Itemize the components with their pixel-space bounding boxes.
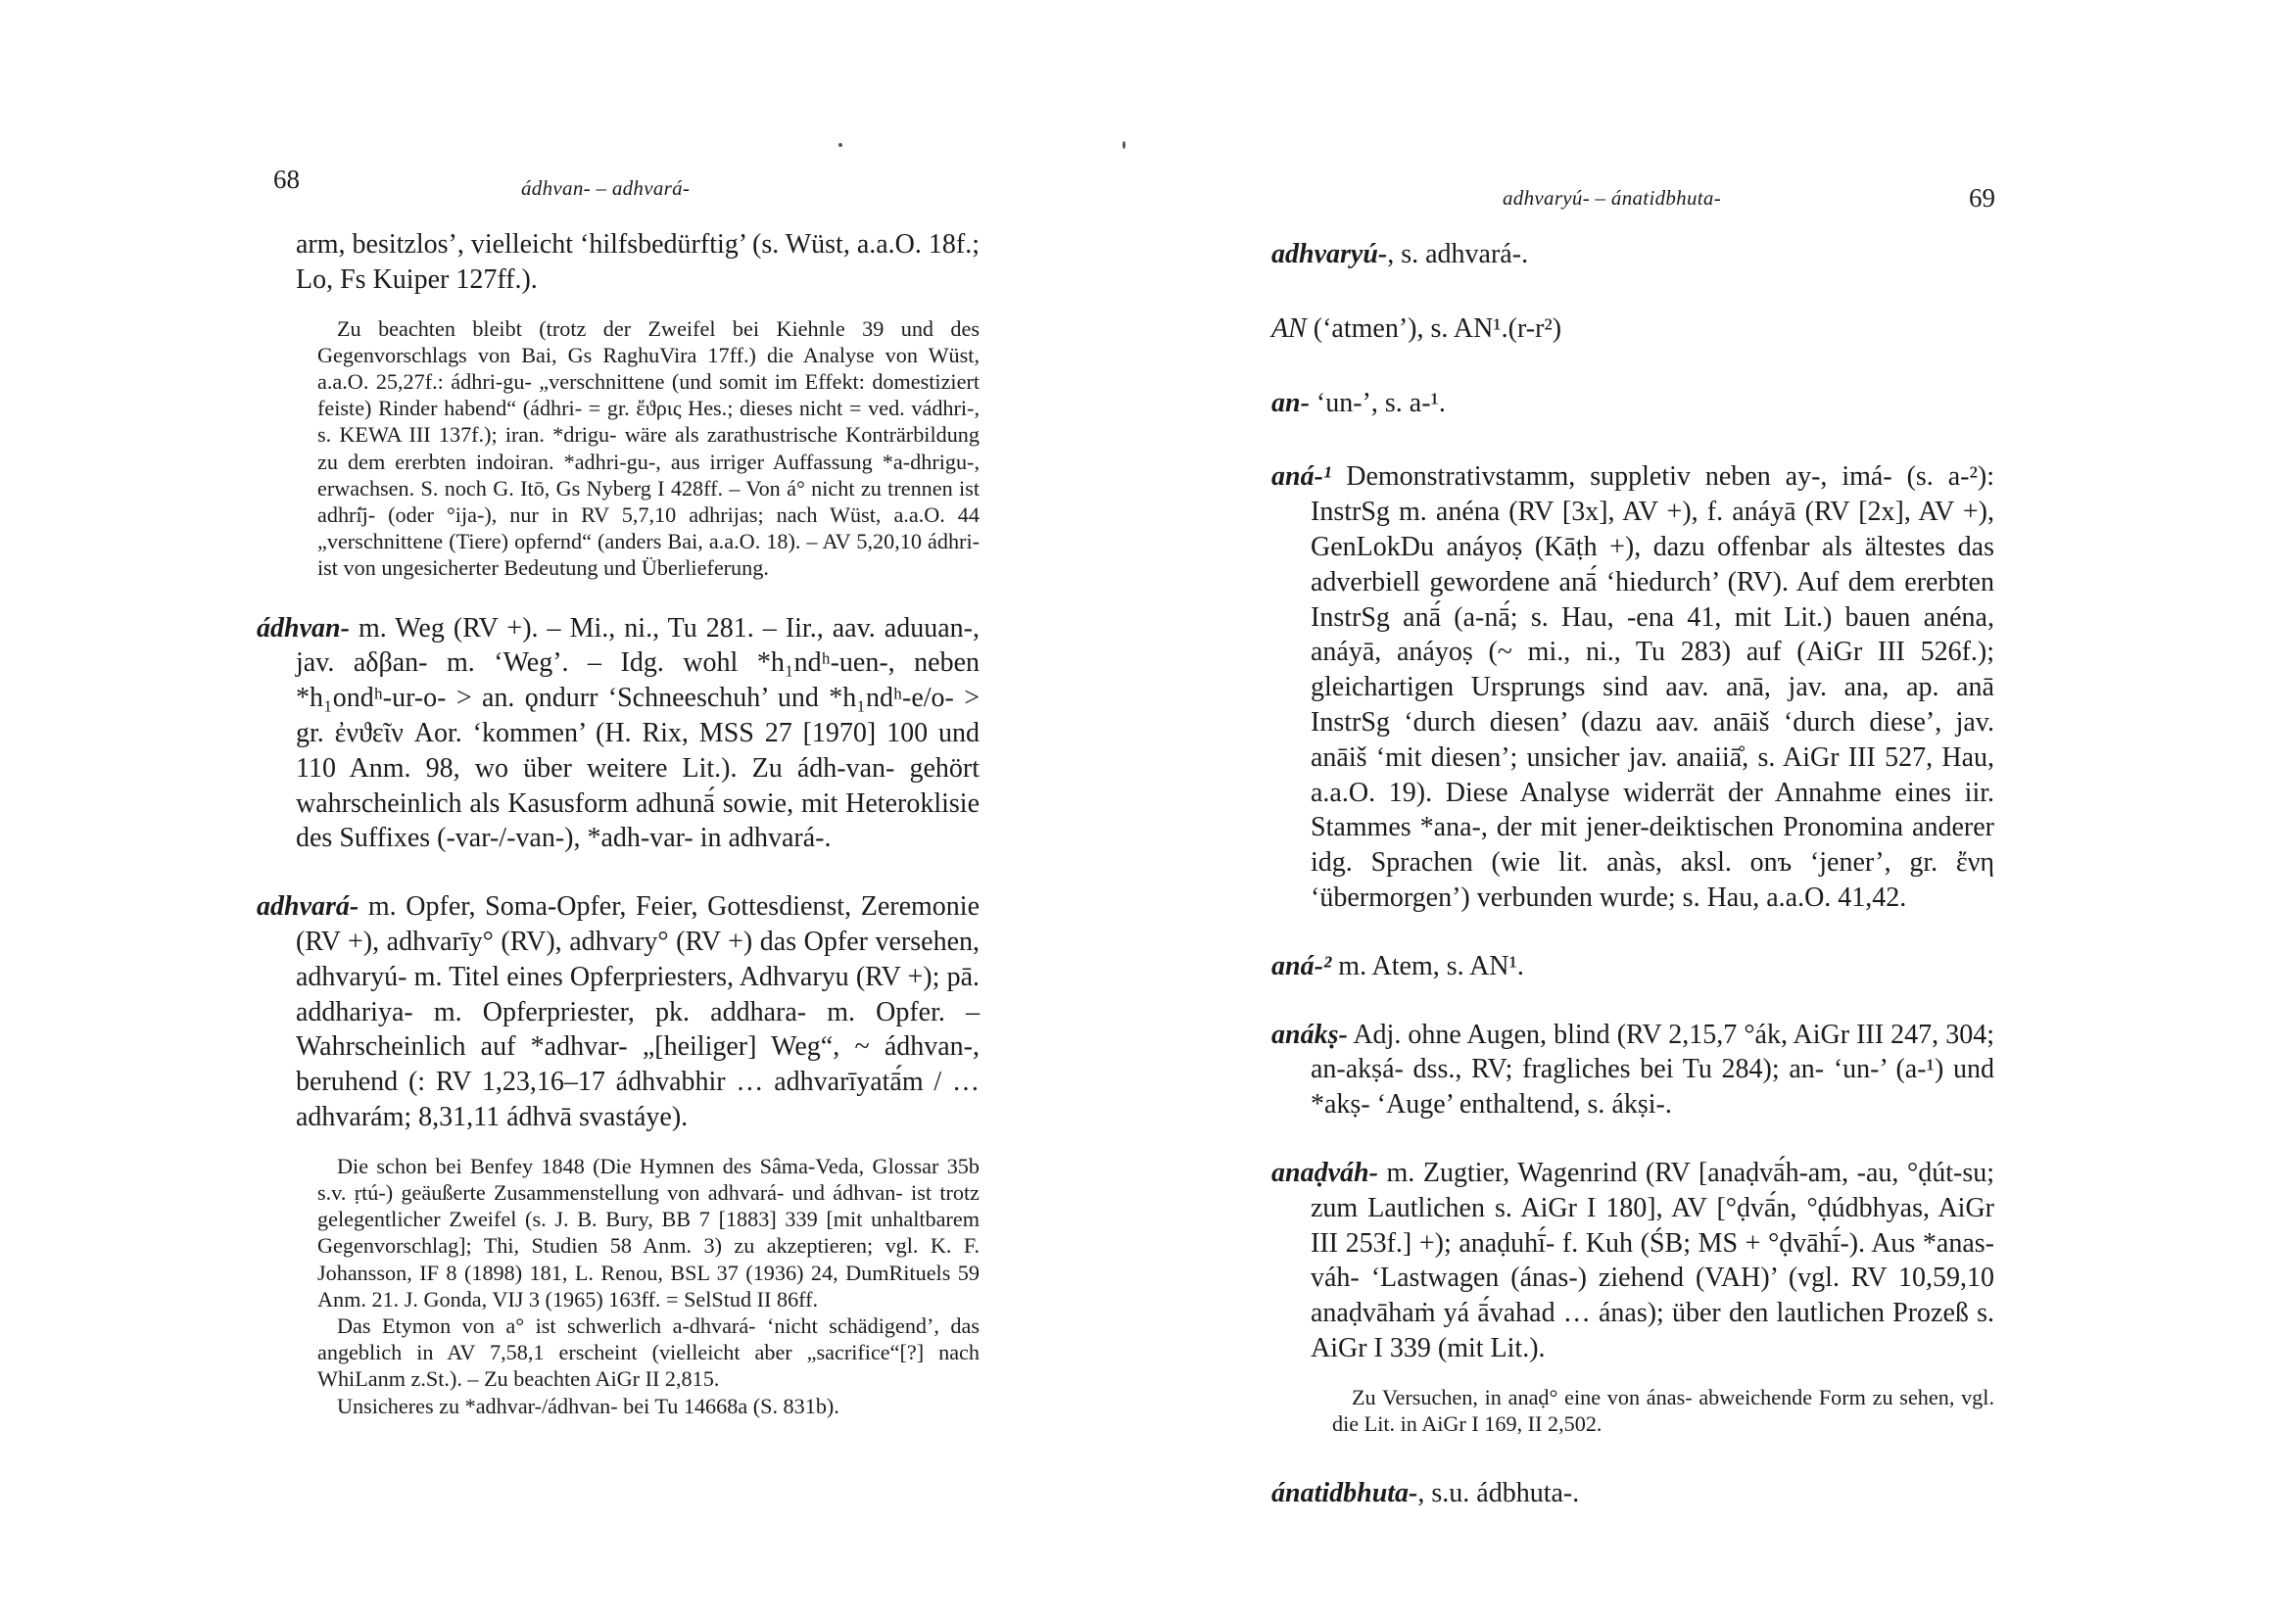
entry-text: , s. adhvará-. bbox=[1387, 239, 1529, 269]
entry-text: m. Opfer, Soma-Opfer, Feier, Gottesdienst, Zeremonie (RV +), adhvarīy° (RV), adhvary° (RV +) das Opfer versehen, adhvaryú- m. Titel eines Opferpriesters, Adhvaryu (RV +); pā. addhariya- m. Opferpriester, pk. addhara- m. Opfer. – Wahrscheinlich auf *adhvar- „[heiliger] Weg“, ~ ádhvan-, beruhend (: RV 1,23,16–17 ádhvabhir … adhvarīyatā́m / … adhvarám; 8,31,11 ádhvā svastáye). bbox=[296, 891, 980, 1132]
note-paragraph: Zu Versuchen, in anaḍ° eine von ánas- abweichende Form zu sehen, vgl. die Lit. in AiGr I 169, II 2,502. bbox=[1332, 1384, 1994, 1436]
entry-adhvaryu bbox=[1271, 237, 1994, 272]
entry-an-prefix bbox=[1271, 386, 1994, 421]
entry-ana-1 bbox=[1271, 459, 1994, 915]
headword: adhvará- bbox=[257, 891, 359, 923]
entry-anatidbhuta bbox=[1271, 1476, 1994, 1511]
scan-speck bbox=[1123, 141, 1125, 149]
entry-text: m. Weg (RV +). – Mi., ni., Tu 281. – Iir., aav. aduuan-, jav. aδβan- m. ‘Weg’. – Idg. wohl *h₁ndʰ-uen-, neben *h₁ondʰ-ur-o- > an. ǫndurr ‘Schneeschuh’ und *h₁ndʰ-e/o- > gr. ἐνϑεῖν Aor. ‘kommen’ (H. Rix, MSS 27 [1970] 100 und 110 Anm. 98, wo über weitere Lit.). Zu ádh-van- gehört wahrscheinlich als Kasusform adhunā́ sowie, mit Heteroklisie des Suffixes (-var-/-van-), *adh-var- in adhvará-. bbox=[296, 612, 980, 854]
entry-text: m. Zugtier, Wagenrind (RV [anaḍvā́h-am, -au, °ḍút-su; zum Lautlichen s. AiGr I 180], AV [°ḍvā́n, °ḍúdbhyas, AiGr III 253f.] +); anaḍuhī́- f. Kuh (ŚB; MS + °ḍvāhī́-). Aus *anas-váh- ‘Lastwagen (ánas-) ziehend (VAH)’ (vgl. RV 10,59,10 anaḍvāhaṁ yá ā́vahad … ánas); über den lautlichen Prozeß s. AiGr I 339 (mit Lit.). bbox=[1311, 1157, 1994, 1363]
page-number-left: 68 bbox=[273, 165, 300, 194]
entry-text: m. Atem, s. AN¹. bbox=[1331, 950, 1524, 981]
entry-text: , s.u. ádbhuta-. bbox=[1417, 1478, 1580, 1509]
entry-text: ‘un-’, s. a-¹. bbox=[1309, 387, 1446, 418]
running-head-left: ádhvan- – adhvará- bbox=[521, 176, 691, 200]
entry-ana-2 bbox=[1271, 949, 1994, 984]
entry-text: Demonstrativstamm, suppletiv neben ay-, imá- (s. a-²): InstrSg m. anéna (RV [3x], AV +), f. anáyā (RV [2x], AV +), GenLokDu anáyoṣ (Kāṭh +), dazu offenbar als ältestes das adverbiell gewordene anā́ ‘hiedurch’ (RV). Auf dem ererbten InstrSg anā́ (a-nā́; s. Hau, -ena 41, mit Lit.) bauen anéna, anáyā, anáyoṣ (~ mi., ni., Tu 283) auf (AiGr III 526f.); gleichartigen Ursprungs sind aav. anā, jav. ana, ap. anā InstrSg ‘durch diesen’ (dazu aav. anāiš ‘durch diese’, jav. anāiš ‘mit diesen’; unsicher jav. anaiiā̊, s. AiGr III 527, Hau, a.a.O. 19). Diese Analyse widerrät der Annahme eines iir. Stammes *ana-, der mit jener-deiktischen Pronomina anderer idg. Sprachen (wie lit. anàs, aksl. onъ ‘jener’, gr. ἔνη ‘übermorgen’) verbunden wurde; s. Hau, a.a.O. 41,42. bbox=[1311, 461, 1994, 913]
right-column bbox=[1271, 237, 1994, 1511]
headword: adhvaryú- bbox=[1271, 239, 1388, 269]
headword: anaḍváh- bbox=[1271, 1157, 1378, 1188]
entry-adhvan bbox=[257, 611, 980, 857]
entry-anaks bbox=[1271, 1018, 1994, 1122]
note-paragraph: Unsicheres zu *adhvar-/ádhvan- bei Tu 14668a (S. 831b). bbox=[337, 1393, 839, 1418]
scan-speck bbox=[838, 143, 842, 147]
note-paragraph: Das Etymon von a° ist schwerlich a-dhvará- ‘nicht schädigend’, das angeblich in AV 7,58,1 erscheint (vielleicht aber „sacrifice“[?] nach WhiLanm z.St.). – Zu beachten AiGr II 2,815. bbox=[317, 1313, 980, 1392]
headword: an- bbox=[1271, 387, 1310, 418]
entry-an-root bbox=[1271, 311, 1994, 347]
page-number-right: 69 bbox=[1969, 183, 1995, 213]
headword: anákṣ- bbox=[1271, 1019, 1348, 1050]
headword: ánatidbhuta- bbox=[1271, 1478, 1418, 1509]
running-head-right: adhvaryú- – ánatidbhuta- bbox=[1503, 186, 1722, 210]
entry-adhvara bbox=[257, 889, 980, 1135]
headword: aná-² bbox=[1271, 950, 1332, 981]
note-paragraph: Zu beachten bleibt (trotz der Zweifel bei Kiehnle 39 und des Gegenvorschlags von Bai, Gs RaghuVira 17ff.) die Analyse von Wüst, a.a.O. 25,27f.: ádhri-gu- „verschnittene (und somit im Effekt: domestiziert feiste) Rinder habend“ (ádhri- = gr. ἔϑρις Hes.; dieses nicht = ved. vádhri-, s. KEWA III 137f.); iran. *drigu- wäre als zarathustrische Konträrbildung zu dem ererbten indoiran. *adhri-gu-, aus irriger Auffassung *a-dhrigu-, erwachsen. S. noch G. Itō, Gs Nyberg I 428ff. – Von á° nicht zu trennen ist adhrí̄j- (oder °ija-), nur in RV 5,7,10 adhrijas; nach Wüst, a.a.O. 44 „verschnittene (Tiere) opfernd“ (anders Bai, a.a.O. 18). – AV 5,20,10 ádhri- ist von ungesicherter Bedeutung und Überlieferung. bbox=[317, 315, 980, 581]
headword: aná-¹ bbox=[1271, 461, 1332, 493]
headword: ádhvan- bbox=[257, 612, 350, 644]
headword: AN bbox=[1271, 312, 1307, 344]
left-column bbox=[257, 227, 980, 1419]
continuation-text: arm, besitzlos’, vielleicht ‘hilfsbedürftig’ (s. Wüst, a.a.O. 18f.; Lo, Fs Kuiper 127ff.). bbox=[296, 229, 981, 295]
entry-text: Adj. ohne Augen, blind (RV 2,15,7 °ák, AiGr III 247, 304; an-akṣá- dss., RV; fragliches bei Tu 284); an- ‘un-’ (a-¹) und *akṣ- ‘Auge’ enthaltend, s. ákṣi-. bbox=[1311, 1019, 1994, 1121]
entry-anadvah bbox=[1271, 1156, 1994, 1366]
entry-text: (‘atmen’), s. AN¹.(r-r²) bbox=[1306, 312, 1562, 344]
note-paragraph: Die schon bei Benfey 1848 (Die Hymnen des Sâma-Veda, Glossar 35b s.v. ṛtú-) geäußerte Zusammenstellung von adhvará- und ádhvan- ist trotz gelegentlicher Zweifel (s. J. B. Bury, BB 7 [1883] 339 [mit unhaltbarem Gegenvorschlag]; Thi, Studien 58 Anm. 3) zu akzeptieren; vgl. K. F. Johansson, IF 8 (1898) 181, L. Renou, BSL 37 (1936) 24, DumRituels 59 Anm. 21. J. Gonda, VIJ 3 (1965) 163ff. = SelStud II 86ff. bbox=[317, 1153, 980, 1312]
